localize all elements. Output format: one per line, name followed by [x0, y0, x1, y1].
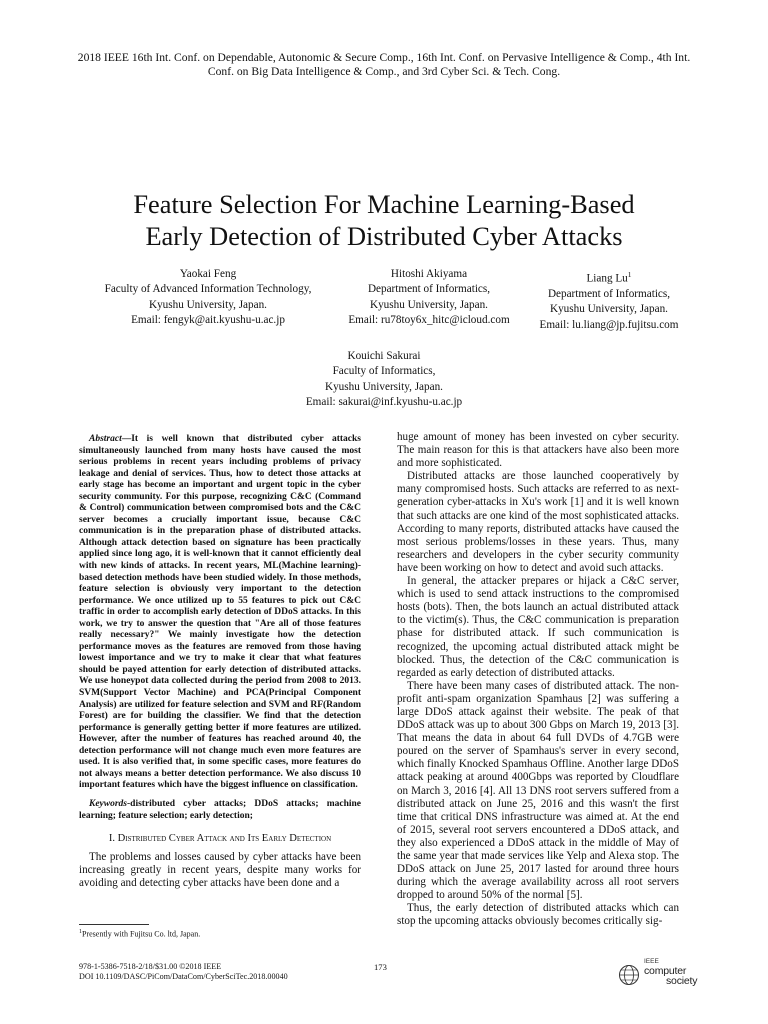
- author-university: Kyushu University, Japan.: [550, 303, 668, 316]
- paper-title: [60, 188, 708, 252]
- body-paragraph: There have been many cases of distributed attack. The non-profit anti-spam organization Spamhaus [2] was suffering a large DDoS attack against their website. The peak of that DDoS attack was up to about 300 Gbps on March 19, 2013 [3]. That means the data in about 64 full DVDs of 4.7GB were poured on the server of Spamhaus's server in every second, which finally Knocked Spamhaus Offline. Another large DDoS attack peaking at around 400Gbps was reported by Cloudflare on March 3, 2016 [4]. All 13 DNS root servers suffered from a distributed attack on June 25, 2016 and this wasn't the first time that critical DNS infrastructure was aimed at. At the end of 2015, several root servers encountered a DDoS attack, and they also experienced a DDoS attack in the middle of May of the same year that made services like Yelp and Alexa stop. The DDoS attack on June 25, 2017 lasted for around three hours during which the average availability across all root servers dropped to around 50% of the normal [5].: [397, 679, 679, 902]
- author-footnote-mark: 1: [627, 270, 632, 279]
- ieee-computer-society-logo: [617, 958, 707, 988]
- author-block-1: [80, 267, 336, 328]
- logo-ieee-text: IEEE: [644, 958, 659, 965]
- globe-icon: [617, 964, 641, 986]
- keywords: [79, 799, 361, 822]
- author-email: Email: ru78toy6x_hitc@icloud.com: [348, 313, 510, 326]
- body-paragraph: In general, the attacker prepares or hijack a C&C server, which is used to send attack instructions to the compromised hosts (bots). Then, the bots launch an actual distributed attack to the victim(s). Thus, the C&C communication is preparation phase for distributed attack. If such communication is recognized, the upcoming actual distributed attack might be blocked. Thus, the detection of the C&C communication is regarded as early detection of distributed attacks.: [397, 575, 679, 679]
- author-block-4: [300, 349, 468, 410]
- abstract: [79, 434, 361, 792]
- keywords-text: -distributed cyber attacks; DDoS attacks; machine learning; feature selection; early detection;: [79, 798, 361, 821]
- author-block-2: [320, 267, 538, 328]
- author-email: Email: sakurai@inf.kyushu-u.ac.jp: [305, 395, 463, 408]
- section-heading: I. Distributed Cyber Attack and Its Early Detection: [108, 833, 332, 845]
- author-affiliation: Faculty of Informatics,: [332, 365, 436, 378]
- author-name: Yaokai Feng: [179, 268, 237, 280]
- isbn-line: 978-1-5386-7518-2/18/$31.00 ©2018 IEEE: [79, 962, 222, 971]
- author-university: Kyushu University, Japan.: [370, 298, 488, 311]
- left-column: [79, 434, 361, 890]
- author-name: Liang Lu: [586, 272, 628, 285]
- title-line-2: Early Detection of Distributed Cyber Attacks: [145, 221, 623, 251]
- author-university: Kyushu University, Japan.: [149, 298, 267, 311]
- publication-info: [79, 962, 288, 982]
- keywords-label: Keywords: [89, 798, 127, 809]
- author-email: Email: lu.liang@jp.fujitsu.com: [539, 318, 679, 331]
- body-paragraph: The problems and losses caused by cyber attacks have been increasing greatly in recent years, despite many works for avoiding and detecting cyber attacks have been done and a: [79, 851, 361, 890]
- author-affiliation: Department of Informatics,: [367, 283, 491, 296]
- author-name-line: [530, 267, 688, 287]
- body-paragraph: Thus, the early detection of distributed attacks which can stop the upcoming attacks obviously becomes critically sig-: [397, 902, 679, 928]
- footnote-mark: 1: [79, 929, 82, 935]
- author-name: Kouichi Sakurai: [347, 350, 421, 362]
- right-column: [397, 431, 679, 929]
- author-block-3: [530, 267, 688, 333]
- logo-computer-text: computer: [644, 965, 687, 977]
- title-line-1: Feature Selection For Machine Learning-Based: [133, 189, 635, 219]
- page-number: 173: [374, 962, 387, 972]
- author-email: Email: fengyk@ait.kyushu-u.ac.jp: [131, 313, 285, 326]
- logo-society-text: society: [666, 975, 698, 987]
- doi-line: DOI 10.1109/DASC/PiCom/DataCom/CyberSciTec.2018.00040: [79, 972, 288, 981]
- abstract-label: Abstract: [89, 434, 122, 444]
- author-name: Hitoshi Akiyama: [390, 268, 468, 280]
- author-university: Kyushu University, Japan.: [325, 380, 443, 393]
- footnote-rule: [79, 924, 149, 925]
- footnote-text: Presently with Fujitsu Co. ltd, Japan.: [82, 929, 201, 939]
- author-affiliation: Department of Informatics,: [547, 288, 671, 301]
- body-paragraph: huge amount of money has been invested on cyber security. The main reason for this is that attackers have also been more and more sophisticated.: [397, 431, 679, 470]
- footnote: [79, 927, 361, 940]
- abstract-text: —It is well known that distributed cyber attacks simultaneously launched from many hosts have caused the most serious problems in recent years including problems of privacy leakage and denial of services. Thus, how to detect those attacks at early stage has become an important and urgent topic in the cyber security community. For this purpose, recognizing C&C (Command & Control) communication between compromised bots and the C&C server becomes a crucially important issue, because C&C communication is in the preparation phase of distributed attacks. Although attack detection based on signature has been practically applied since long ago, it is well-known that it cannot efficiently deal with new kinds of attacks. In recent years, ML(Machine learning)-based detection methods have been studied widely. In those methods, feature selection is obviously very important to the detection performance. We once utilized up to 55 features to pick out C&C traffic in order to accomplish early detection of DDoS attacks. In this work, we try to answer the question that "Are all of those features really necessary?" We mainly investigate how the detection performance moves as the features are removed from those having lowest importance and we try to make it clear that what features should be payed attention for early detection of distributed attacks. We use honeypot data collected during the period from 2008 to 2013. SVM(Support Vector Machine) and PCA(Principal Component Analysis) are utilized for feature selection and SVM and RF(Random Forest) are for building the classifier. We find that the detection performance is generally getting better if more features are utilized. However, after the number of features has reached around 40, the detection performance will not change much even more features are used. It is also verified that, in some specific cases, more features do not always means a better detection performance. We also discuss 10 important features which have the biggest influence on classification.: [79, 434, 361, 791]
- author-affiliation: Faculty of Advanced Information Technology,: [104, 283, 312, 296]
- conference-header: 2018 IEEE 16th Int. Conf. on Dependable, Autonomic & Secure Comp., 16th Int. Conf. on Pervasive Intelligence & Comp., 4th Int. Conf. on Big Data Intelligence & Comp., and 3rd Cyber Sci. & Tech. Cong.: [77, 51, 691, 78]
- body-paragraph: Distributed attacks are those launched cooperatively by many compromised hosts. Such attacks are referred to as next-generation cyber-attacks in Xu's work [1] and it is well known that such attacks are one kind of the most sophisticated attacks. According to many reports, distributed attacks have caused the most serious problems/losses in these years. Thus, many researchers and developers in the cyber security community have been working on how to detect and avoid such attacks.: [397, 470, 679, 574]
